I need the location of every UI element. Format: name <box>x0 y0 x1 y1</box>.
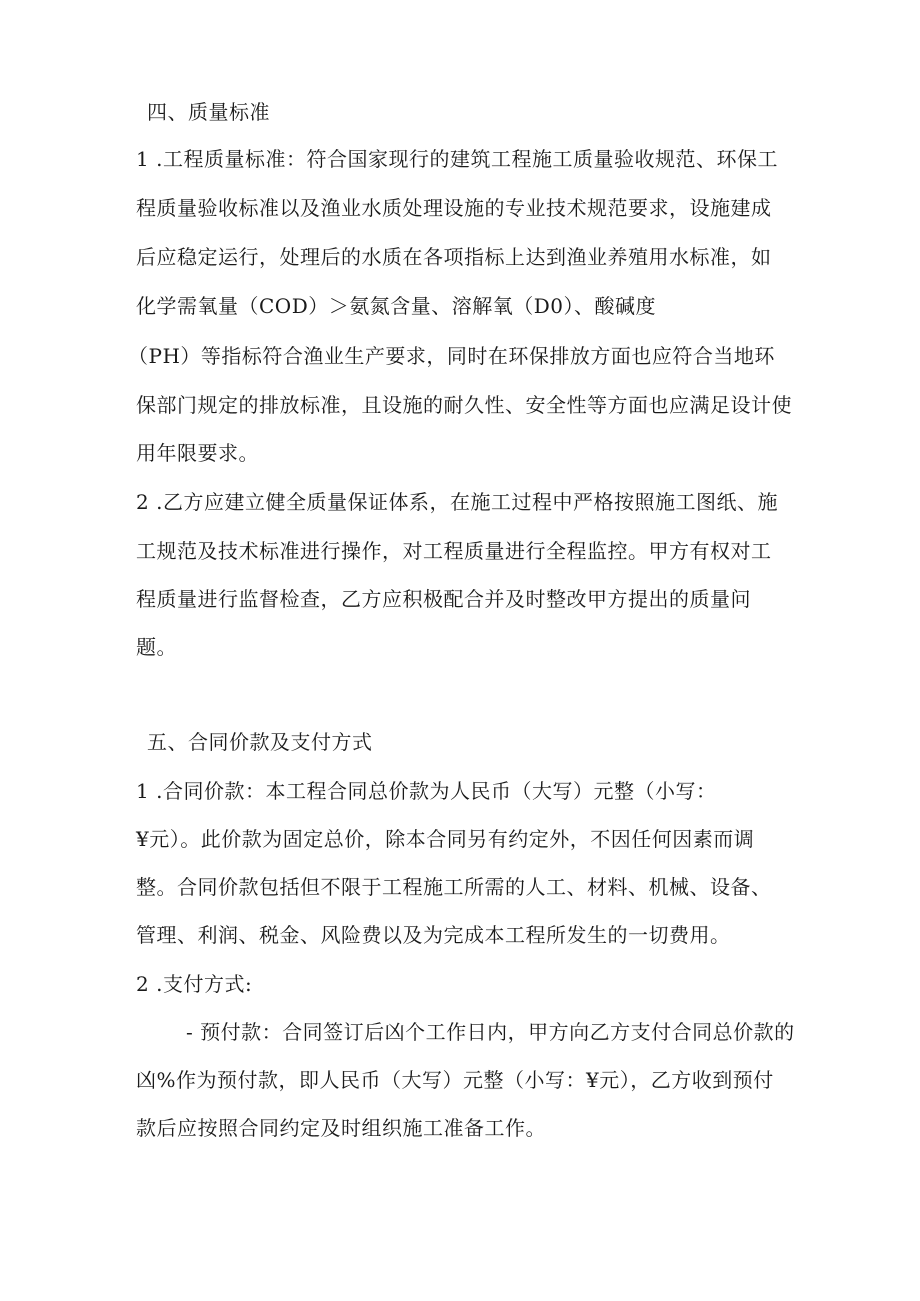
paragraph-line: 程质量进行监督检查，乙方应积极配合并及时整改甲方提出的质量问 <box>136 587 751 611</box>
paragraph-line: 1 .工程质量标准：符合国家现行的建筑工程施工质量验收规范、环保工 <box>136 147 778 171</box>
paragraph-line: 题。 <box>136 635 177 659</box>
paragraph-line: 化学需氧量（COD）＞氨氮含量、溶解氧（D0）、酸碱度 <box>136 294 656 318</box>
section-heading-quality: 四、质量标准 <box>147 100 270 124</box>
paragraph-line: 工规范及技术标准进行操作，对工程质量进行全程监控。甲方有权对工 <box>136 539 772 563</box>
paragraph-line: 1 .合同价款：本工程合同总价款为人民币（大写）元整（小写： <box>136 779 717 803</box>
paragraph-line: ¥元）。此价款为固定总价，除本合同另有约定外，不因任何因素而调 <box>136 827 755 851</box>
paragraph-line: 整。合同价款包括但不限于工程施工所需的人工、材料、机械、设备、 <box>136 875 772 899</box>
section-heading-contract-price: 五、合同价款及支付方式 <box>147 730 373 754</box>
paragraph-line: 保部门规定的排放标准，且设施的耐久性、安全性等方面也应满足设计使 <box>136 393 792 417</box>
paragraph-line: 凶%作为预付款，即人民币（大写）元整（小写：¥元），乙方收到预付 <box>136 1068 774 1092</box>
paragraph-line: 款后应按照合同约定及时组织施工准备工作。 <box>136 1116 546 1140</box>
paragraph-line: - 预付款：合同签订后凶个工作日内，甲方向乙方支付合同总价款的 <box>186 1020 795 1044</box>
paragraph-line: （PH）等指标符合渔业生产要求，同时在环保排放方面也应符合当地环 <box>128 344 775 368</box>
paragraph-line: 2 .支付方式: <box>136 972 253 996</box>
paragraph-line: 用年限要求。 <box>136 441 259 465</box>
paragraph-line: 后应稳定运行，处理后的水质在各项指标上达到渔业养殖用水标准，如 <box>136 245 772 269</box>
paragraph-line: 管理、利润、税金、风险费以及为完成本工程所发生的一切费用。 <box>136 923 731 947</box>
paragraph-line: 程质量验收标准以及渔业水质处理设施的专业技术规范要求，设施建成 <box>136 196 772 220</box>
paragraph-line: 2 .乙方应建立健全质量保证体系，在施工过程中严格按照施工图纸、施 <box>136 490 778 514</box>
